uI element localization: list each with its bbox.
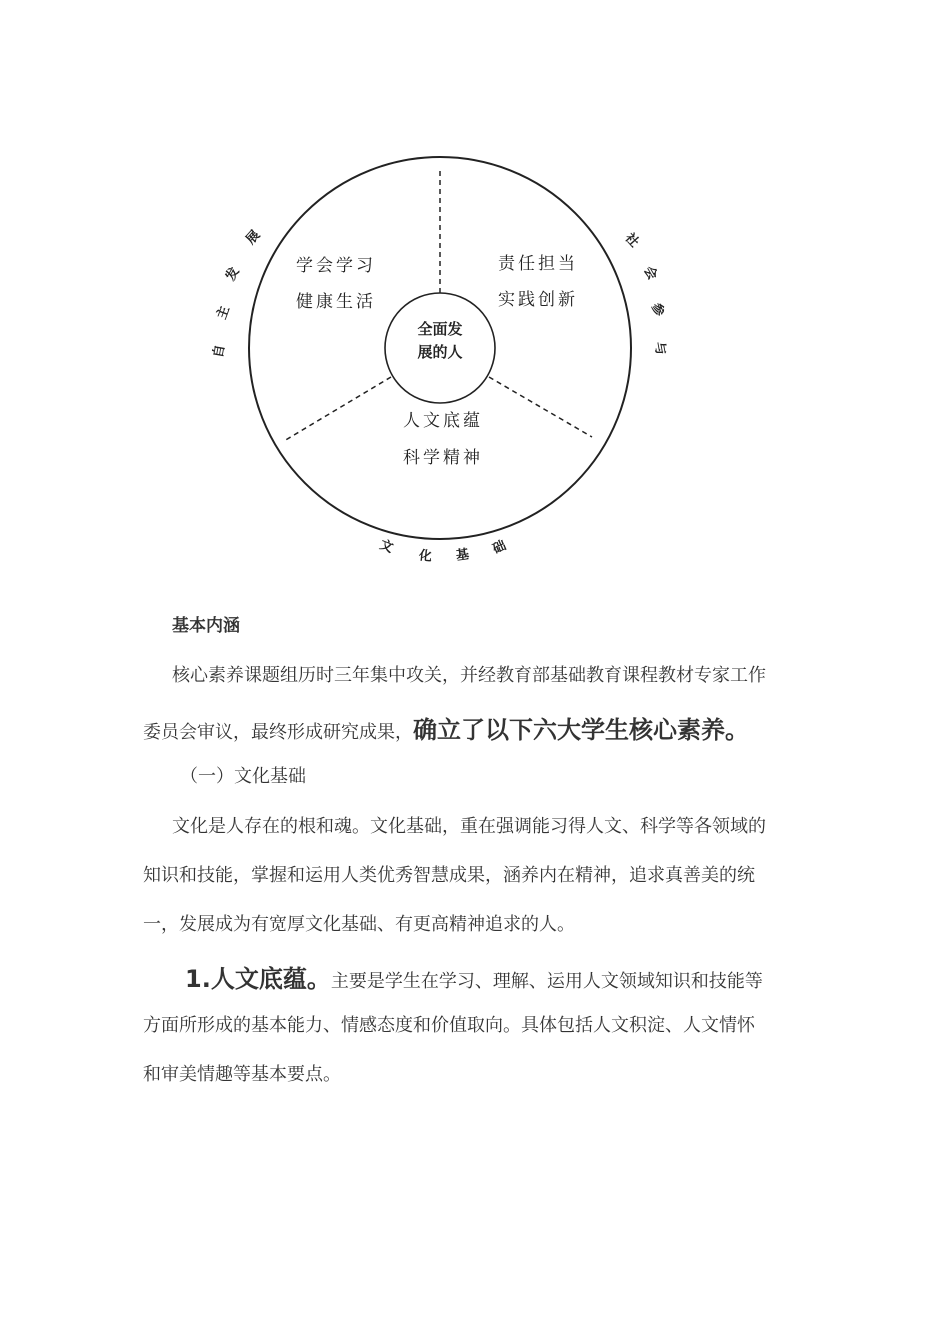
outer-label-right-2: 会: [640, 263, 660, 283]
divider-right: [489, 377, 592, 437]
center-label-line2: 展的人: [417, 343, 463, 361]
intro-line-2-emphasis: 确立了以下六大学生核心素养。: [413, 716, 749, 744]
outer-label-right-4: 与: [650, 340, 668, 357]
item1-line-2: 方面所形成的基本能力、情感态度和价值取向。具体包括人文积淀、人文情怀: [143, 1015, 755, 1036]
segment-right-line1: 责任担当: [498, 254, 578, 274]
intro-line-2: [143, 710, 749, 745]
center-label-line1: 全面发: [417, 320, 463, 338]
para2-line-2: 知识和技能，掌握和运用人类优秀智慧成果，涵养内在精神，追求真善美的统: [143, 865, 755, 886]
outer-label-left-3: 发: [223, 264, 243, 284]
divider-left: [284, 377, 391, 441]
segment-bottom-line2: 科学精神: [403, 448, 483, 468]
outer-label-left-4: 展: [243, 227, 264, 248]
section-1-title: （一）文化基础: [180, 766, 306, 787]
para2-line-3: 一，发展成为有宽厚文化基础、有更高精神追求的人。: [143, 914, 575, 935]
segment-left-line2: 健康生活: [296, 292, 376, 312]
outer-label-right-1: 社: [621, 230, 642, 251]
item1-text: 主要是学生在学习、理解、运用人文领域知识和技能等: [330, 971, 763, 992]
segment-right-line2: 实践创新: [498, 290, 578, 310]
para2-line-1: 文化是人存在的根和魂。文化基础，重在强调能习得人文、科学等各领域的: [172, 816, 766, 837]
item1-title: 1.人文底蕴。: [185, 965, 331, 993]
outer-label-bottom-4: 础: [490, 538, 509, 558]
item1-line-3: 和审美情趣等基本要点。: [143, 1064, 341, 1085]
outer-label-bottom-3: 基: [455, 547, 471, 564]
section-heading: 基本内涵: [172, 616, 240, 636]
intro-line-1: 核心素养课题组历时三年集中攻关，并经教育部基础教育课程教材专家工作: [172, 665, 766, 686]
item1-line-1: [185, 959, 763, 994]
outer-label-bottom-2: 化: [418, 548, 433, 565]
outer-label-right-3: 参: [648, 301, 667, 319]
outer-label-left-2: 主: [214, 304, 233, 322]
outer-label-bottom-1: 文: [377, 537, 396, 557]
segment-bottom-line1: 人文底蕴: [403, 411, 483, 431]
outer-label-left-1: 自: [211, 343, 229, 360]
segment-left-line1: 学会学习: [296, 256, 376, 276]
core-literacy-diagram: [0, 0, 950, 600]
intro-line-2-text: 委员会审议，最终形成研究成果，: [143, 722, 413, 743]
